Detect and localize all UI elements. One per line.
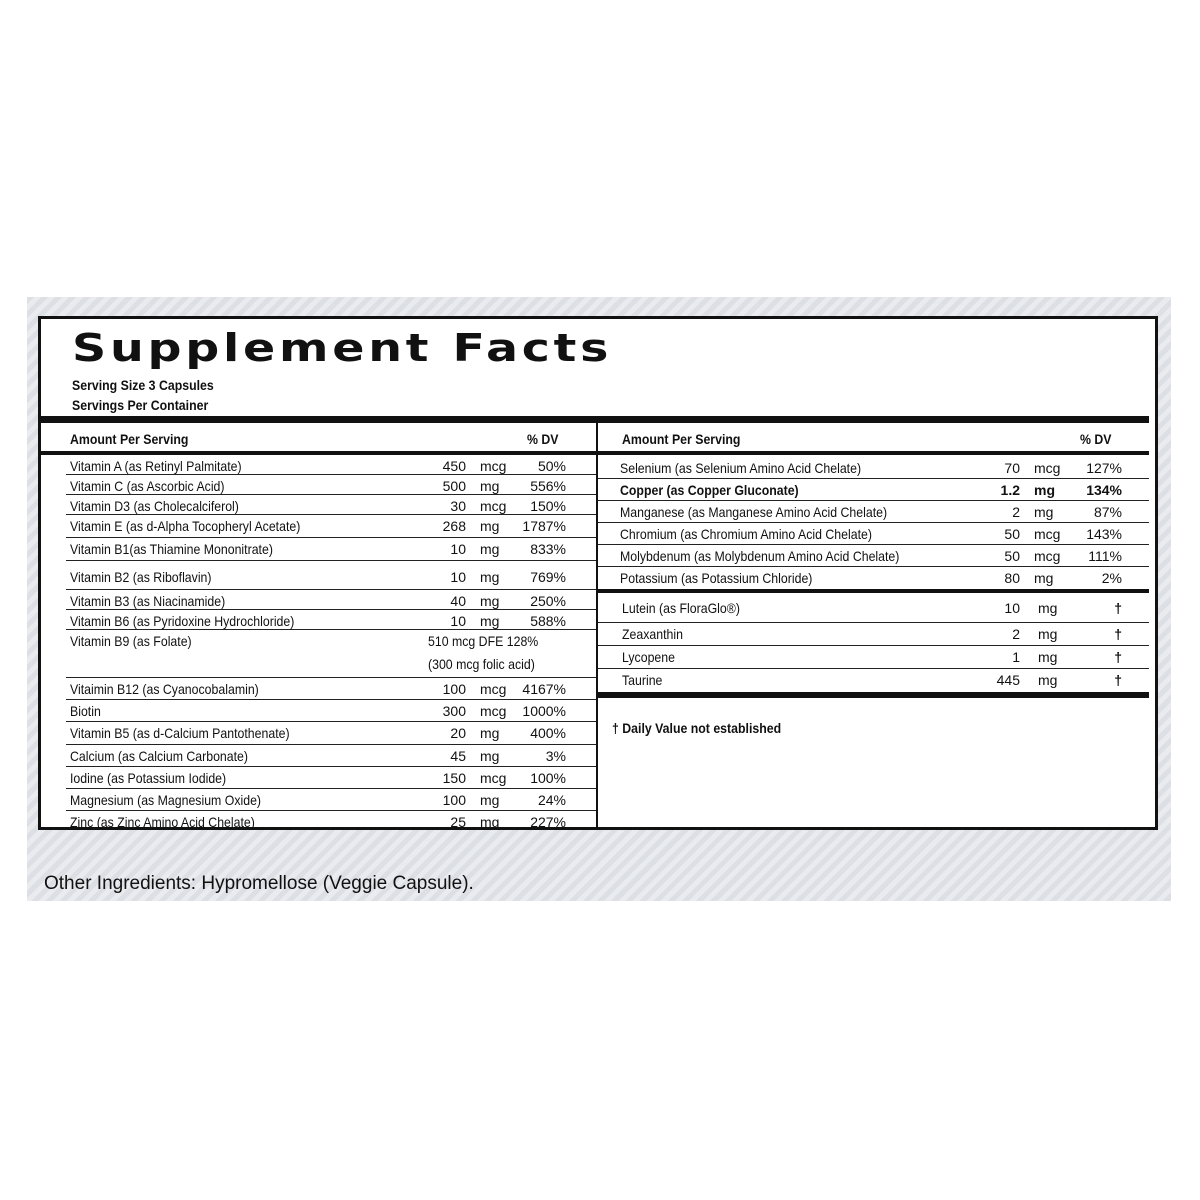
nutrient-name: Chromium (as Chromium Amino Acid Chelate)	[620, 526, 872, 542]
nutrient-name: Vitamin B5 (as d-Calcium Pantothenate)	[70, 725, 290, 741]
nutrient-dv: 556%	[530, 478, 566, 494]
nutrient-name: Biotin	[70, 703, 101, 719]
nutrient-name: Copper (as Copper Gluconate)	[620, 482, 799, 498]
nutrient-name: Vitamin B1(as Thiamine Mononitrate)	[70, 541, 273, 557]
nutrient-name: Selenium (as Selenium Amino Acid Chelate)	[620, 460, 862, 476]
nutrient-row	[66, 767, 596, 789]
nutrient-unit: mg	[480, 792, 500, 808]
nutrient-row	[66, 538, 596, 561]
nutrient-amount: 450	[442, 458, 466, 474]
nutrient-amount: 20	[450, 725, 466, 741]
nutrient-dv: 87%	[1093, 504, 1122, 520]
nutrient-row	[66, 630, 596, 678]
nutrient-amount: 50	[1004, 548, 1020, 564]
nutrient-unit: mg	[480, 748, 500, 764]
nutrient-amount: 2	[1012, 626, 1020, 642]
nutrient-row	[598, 545, 1149, 567]
nutrient-dv: 250%	[530, 593, 566, 609]
nutrient-unit: mcg	[1034, 526, 1061, 542]
nutrient-unit: mg	[480, 478, 500, 494]
nutrient-name: Vitamin E (as d-Alpha Tocopheryl Acetate)	[70, 518, 301, 534]
nutrient-unit: mg	[1038, 600, 1058, 616]
nutrient-row	[66, 722, 596, 745]
nutrient-dv: 100%	[530, 770, 566, 786]
nutrient-name: Lycopene	[622, 649, 675, 665]
nutrient-unit: mg	[480, 518, 500, 534]
nutrient-dv: 150%	[530, 498, 566, 514]
nutrient-amount: 1.2	[1000, 482, 1020, 498]
nutrient-amount: 30	[450, 498, 466, 514]
nutrient-row	[66, 590, 596, 610]
nutrient-amount: 45	[450, 748, 466, 764]
nutrient-unit: mg	[1038, 626, 1058, 642]
nutrient-unit: mg	[1038, 672, 1058, 688]
nutrient-name: Manganese (as Manganese Amino Acid Chelate)	[620, 504, 888, 520]
dagger-mark: †	[1114, 600, 1122, 616]
nutrient-dv: 4167%	[522, 681, 566, 697]
nutrient-amount: 300	[442, 703, 466, 719]
nutrient-row	[598, 457, 1149, 479]
nutrient-name: Magnesium (as Magnesium Oxide)	[70, 792, 262, 808]
nutrient-dv: 111%	[1088, 548, 1122, 564]
right-section-rule	[598, 589, 1149, 593]
nutrient-amount: 2	[1012, 504, 1020, 520]
nutrient-unit: mg	[1038, 649, 1058, 665]
nutrient-amount: 80	[1004, 570, 1020, 586]
nutrient-row	[598, 523, 1149, 545]
nutrient-unit: mcg	[480, 498, 507, 514]
nutrient-amount: 10	[450, 569, 466, 585]
nutrient-dv: 588%	[530, 613, 566, 629]
nutrient-dv: 50%	[537, 458, 566, 474]
left-dv-header: % DV	[527, 431, 559, 447]
nutrient-unit: mg	[480, 725, 500, 741]
nutrient-row	[66, 495, 596, 515]
nutrient-amount: 25	[450, 814, 466, 830]
nutrient-amount: 100	[442, 681, 466, 697]
nutrient-unit: mg	[480, 613, 500, 629]
nutrient-dv: 143%	[1086, 526, 1122, 542]
nutrient-unit: mcg	[480, 458, 507, 474]
nutrient-row	[598, 669, 1149, 692]
nutrient-row	[66, 789, 596, 811]
left-amount-header: Amount Per Serving	[70, 431, 189, 447]
nutrient-amount: 510 mcg DFE 128%	[428, 633, 539, 649]
nutrient-name: Molybdenum (as Molybdenum Amino Acid Chelate)	[620, 548, 900, 564]
nutrient-amount: 70	[1004, 460, 1020, 476]
nutrient-unit: mcg	[480, 770, 507, 786]
nutrient-amount: 100	[442, 792, 466, 808]
nutrient-row	[66, 566, 596, 590]
nutrient-dv: 127%	[1086, 460, 1122, 476]
servings-per-container: Servings Per Container	[72, 397, 209, 413]
nutrient-dv: 769%	[530, 569, 566, 585]
nutrient-name: Vitamin B6 (as Pyridoxine Hydrochloride)	[70, 613, 295, 629]
nutrient-amount: 268	[442, 518, 466, 534]
nutrient-unit: mcg	[480, 703, 507, 719]
dagger-mark: †	[1114, 626, 1122, 642]
nutrient-name: Iodine (as Potassium Iodide)	[70, 770, 227, 786]
nutrient-name: Taurine	[622, 672, 663, 688]
nutrient-amount: 500	[442, 478, 466, 494]
nutrient-dv: 400%	[530, 725, 566, 741]
nutrient-row	[598, 597, 1149, 623]
other-ingredients: Other Ingredients: Hypromellose (Veggie Capsule).	[44, 873, 474, 894]
nutrient-unit: mg	[480, 814, 500, 830]
right-dv-header: % DV	[1080, 431, 1112, 447]
nutrient-row	[66, 455, 596, 475]
nutrient-dv: 24%	[537, 792, 566, 808]
nutrient-row	[598, 567, 1149, 589]
nutrient-name: Vitamin C (as Ascorbic Acid)	[70, 478, 225, 494]
nutrient-amount: 445	[996, 672, 1020, 688]
nutrient-amount: 50	[1004, 526, 1020, 542]
nutrient-row	[66, 515, 596, 538]
nutrient-amount: 1	[1012, 649, 1020, 665]
nutrient-unit: mg	[480, 541, 500, 557]
nutrient-name: Vitamin D3 (as Cholecalciferol)	[70, 498, 239, 514]
nutrient-row	[66, 475, 596, 495]
header-rule	[41, 416, 1149, 423]
nutrient-name: Potassium (as Potassium Chloride)	[620, 570, 813, 586]
right-bottom-rule	[598, 692, 1149, 698]
dagger-mark: †	[1114, 672, 1122, 688]
nutrient-row	[66, 678, 596, 700]
nutrient-amount: 10	[1004, 600, 1020, 616]
nutrient-dv: 3%	[545, 748, 566, 764]
nutrient-amount: 150	[442, 770, 466, 786]
serving-size: Serving Size 3 Capsules	[72, 377, 214, 393]
nutrient-row	[598, 479, 1149, 501]
nutrient-name: Zinc (as Zinc Amino Acid Chelate)	[70, 814, 255, 830]
panel-title: Supplement Facts	[72, 326, 613, 370]
nutrient-amount: 10	[450, 613, 466, 629]
nutrient-unit: mg	[1034, 482, 1055, 498]
nutrient-name: Vitaimin B12 (as Cyanocobalamin)	[70, 681, 259, 697]
nutrient-row	[598, 501, 1149, 523]
nutrient-dv: 1000%	[522, 703, 566, 719]
nutrient-dv: 1787%	[522, 518, 566, 534]
nutrient-unit: mg	[1034, 570, 1054, 586]
nutrient-name: Vitamin A (as Retinyl Palmitate)	[70, 458, 242, 474]
nutrient-amount: 10	[450, 541, 466, 557]
dv-footnote: † Daily Value not established	[612, 720, 782, 736]
nutrient-name: Vitamin B2 (as Riboflavin)	[70, 569, 212, 585]
nutrient-dv: 2%	[1101, 570, 1122, 586]
nutrient-dv: 833%	[530, 541, 566, 557]
nutrient-row	[66, 811, 596, 830]
nutrient-amount-note: (300 mcg folic acid)	[428, 656, 535, 672]
nutrient-row	[598, 623, 1149, 646]
nutrient-unit: mcg	[1034, 548, 1061, 564]
nutrient-row	[598, 646, 1149, 669]
nutrient-unit: mcg	[480, 681, 507, 697]
nutrient-name: Lutein (as FloraGlo®)	[622, 600, 740, 616]
nutrient-unit: mg	[1034, 504, 1054, 520]
nutrient-row	[66, 610, 596, 630]
nutrient-row	[66, 745, 596, 767]
dagger-mark: †	[1114, 649, 1122, 665]
nutrient-unit: mg	[480, 593, 500, 609]
nutrient-name: Zeaxanthin	[622, 626, 683, 642]
right-amount-header: Amount Per Serving	[622, 431, 741, 447]
nutrient-row	[66, 700, 596, 722]
nutrient-dv: 227%	[530, 814, 566, 830]
nutrient-amount: 40	[450, 593, 466, 609]
nutrient-unit: mcg	[1034, 460, 1061, 476]
nutrient-name: Vitamin B9 (as Folate)	[70, 633, 192, 649]
nutrient-name: Vitamin B3 (as Niacinamide)	[70, 593, 226, 609]
right-header-rule	[598, 451, 1149, 455]
nutrient-dv: 134%	[1086, 482, 1122, 498]
nutrient-name: Calcium (as Calcium Carbonate)	[70, 748, 249, 764]
nutrient-unit: mg	[480, 569, 500, 585]
